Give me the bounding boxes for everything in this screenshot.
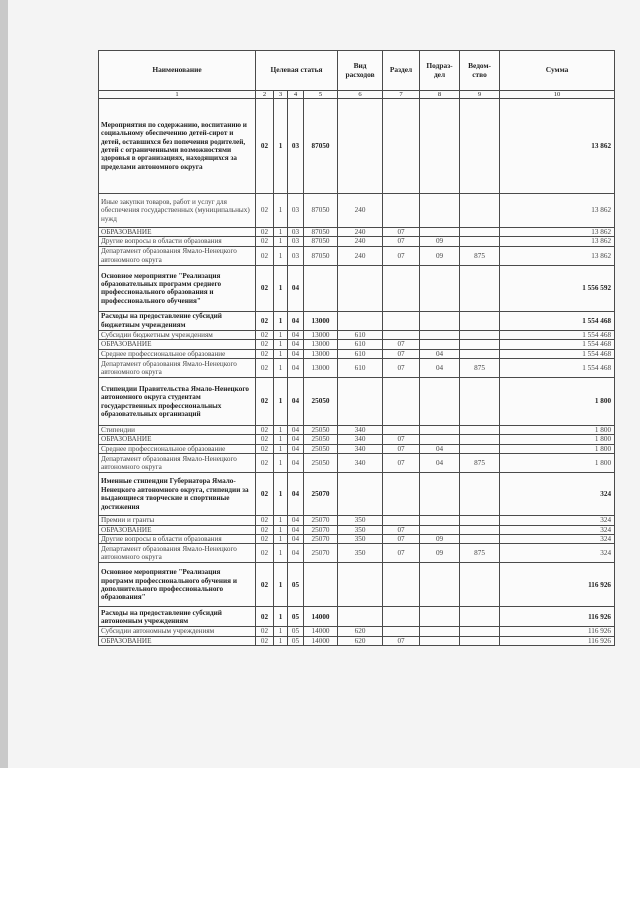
vedomstvo-cell xyxy=(460,563,500,607)
table-body xyxy=(99,99,615,646)
razdel-cell: 07 xyxy=(383,544,420,563)
table-row xyxy=(99,237,615,246)
razdel-cell: 07 xyxy=(383,246,420,265)
podrazdel-cell xyxy=(420,99,460,194)
target-code-4-cell: 87050 xyxy=(304,246,338,265)
vedomstvo-cell xyxy=(460,311,500,330)
vid-cell: 240 xyxy=(338,237,383,246)
target-code-3-cell: 04 xyxy=(288,535,304,544)
target-code-3-cell: 04 xyxy=(288,330,304,339)
target-code-4-cell: 25050 xyxy=(304,378,338,426)
col-number: 3 xyxy=(274,91,288,99)
sum-cell: 13 862 xyxy=(500,99,615,194)
sum-cell: 1 554 468 xyxy=(500,359,615,378)
target-code-3-cell: 04 xyxy=(288,544,304,563)
target-code-2-cell: 1 xyxy=(274,627,288,636)
target-code-1-cell: 02 xyxy=(256,525,274,534)
vid-cell: 350 xyxy=(338,535,383,544)
target-code-1-cell: 02 xyxy=(256,435,274,444)
vedomstvo-cell xyxy=(460,435,500,444)
header-podrazdel: Подраз-дел xyxy=(420,51,460,91)
razdel-cell xyxy=(383,330,420,339)
target-code-1-cell: 02 xyxy=(256,636,274,645)
target-code-4-cell: 25050 xyxy=(304,426,338,435)
vedomstvo-cell xyxy=(460,627,500,636)
row-name-cell: Иные закупки товаров, работ и услуг для обеспечения государственных (муниципальных) нужд xyxy=(99,194,256,228)
vedomstvo-cell xyxy=(460,340,500,349)
target-code-4-cell xyxy=(304,563,338,607)
row-name-cell: Именные стипендии Губернатора Ямало-Ненецкого автономного округа, стипендии за выдающиеся творческие и спортивные достижения xyxy=(99,473,256,516)
target-code-3-cell: 04 xyxy=(288,444,304,453)
col-number: 5 xyxy=(304,91,338,99)
target-code-3-cell: 04 xyxy=(288,311,304,330)
vid-cell: 350 xyxy=(338,544,383,563)
vedomstvo-cell xyxy=(460,194,500,228)
podrazdel-cell: 09 xyxy=(420,544,460,563)
target-code-4-cell: 87050 xyxy=(304,99,338,194)
row-name-cell: Среднее профессиональное образование xyxy=(99,444,256,453)
col-number: 10 xyxy=(500,91,615,99)
razdel-cell xyxy=(383,563,420,607)
target-code-4-cell: 87050 xyxy=(304,228,338,237)
razdel-cell: 07 xyxy=(383,525,420,534)
target-code-3-cell: 04 xyxy=(288,265,304,311)
row-name-cell: Расходы на предоставление субсидий автономным учреждениям xyxy=(99,607,256,627)
target-code-4-cell: 87050 xyxy=(304,237,338,246)
sum-cell: 116 926 xyxy=(500,636,615,645)
sum-cell: 1 554 468 xyxy=(500,340,615,349)
table-row xyxy=(99,525,615,534)
header-name: Наименование xyxy=(99,51,256,91)
target-code-1-cell: 02 xyxy=(256,194,274,228)
target-code-3-cell: 04 xyxy=(288,378,304,426)
target-code-2-cell: 1 xyxy=(274,330,288,339)
vedomstvo-cell xyxy=(460,228,500,237)
target-code-3-cell: 05 xyxy=(288,563,304,607)
target-code-1-cell: 02 xyxy=(256,444,274,453)
table-row xyxy=(99,359,615,378)
vedomstvo-cell xyxy=(460,330,500,339)
target-code-1-cell: 02 xyxy=(256,340,274,349)
target-code-2-cell: 1 xyxy=(274,237,288,246)
target-code-3-cell: 05 xyxy=(288,607,304,627)
sum-cell: 1 800 xyxy=(500,426,615,435)
target-code-2-cell: 1 xyxy=(274,636,288,645)
target-code-3-cell: 04 xyxy=(288,340,304,349)
vid-cell xyxy=(338,563,383,607)
razdel-cell xyxy=(383,473,420,516)
target-code-3-cell: 05 xyxy=(288,636,304,645)
sum-cell: 13 862 xyxy=(500,194,615,228)
razdel-cell: 07 xyxy=(383,444,420,453)
vedomstvo-cell xyxy=(460,444,500,453)
sum-cell: 13 862 xyxy=(500,246,615,265)
table-row xyxy=(99,340,615,349)
header-vedomstvo: Ведом-ство xyxy=(460,51,500,91)
table-row xyxy=(99,194,615,228)
row-name-cell: Премии и гранты xyxy=(99,516,256,525)
target-code-1-cell: 02 xyxy=(256,349,274,358)
vid-cell: 340 xyxy=(338,426,383,435)
target-code-2-cell: 1 xyxy=(274,444,288,453)
row-name-cell: ОБРАЗОВАНИЕ xyxy=(99,636,256,645)
table-row xyxy=(99,378,615,426)
podrazdel-cell xyxy=(420,340,460,349)
target-code-1-cell: 02 xyxy=(256,516,274,525)
target-code-1-cell: 02 xyxy=(256,99,274,194)
target-code-4-cell: 25070 xyxy=(304,535,338,544)
target-code-4-cell: 13000 xyxy=(304,330,338,339)
sum-cell: 116 926 xyxy=(500,607,615,627)
target-code-4-cell: 25070 xyxy=(304,516,338,525)
vedomstvo-cell xyxy=(460,237,500,246)
target-code-3-cell: 04 xyxy=(288,359,304,378)
table-row xyxy=(99,246,615,265)
col-number: 6 xyxy=(338,91,383,99)
vid-cell: 240 xyxy=(338,246,383,265)
podrazdel-cell: 04 xyxy=(420,349,460,358)
target-code-1-cell: 02 xyxy=(256,627,274,636)
podrazdel-cell xyxy=(420,435,460,444)
row-name-cell: Департамент образования Ямало-Ненецкого автономного округа xyxy=(99,454,256,473)
target-code-3-cell: 03 xyxy=(288,237,304,246)
target-code-1-cell: 02 xyxy=(256,563,274,607)
vid-cell: 610 xyxy=(338,340,383,349)
target-code-2-cell: 1 xyxy=(274,454,288,473)
target-code-3-cell: 04 xyxy=(288,426,304,435)
target-code-1-cell: 02 xyxy=(256,311,274,330)
table-row xyxy=(99,435,615,444)
vid-cell: 350 xyxy=(338,516,383,525)
vedomstvo-cell: 875 xyxy=(460,454,500,473)
table-row xyxy=(99,265,615,311)
row-name-cell: Другие вопросы в области образования xyxy=(99,237,256,246)
target-code-3-cell: 04 xyxy=(288,525,304,534)
podrazdel-cell xyxy=(420,636,460,645)
col-number: 7 xyxy=(383,91,420,99)
target-code-3-cell: 04 xyxy=(288,516,304,525)
sum-cell: 324 xyxy=(500,525,615,534)
target-code-2-cell: 1 xyxy=(274,265,288,311)
sum-cell: 1 800 xyxy=(500,435,615,444)
podrazdel-cell xyxy=(420,627,460,636)
vedomstvo-cell: 875 xyxy=(460,359,500,378)
row-name-cell: Департамент образования Ямало-Ненецкого автономного округа xyxy=(99,246,256,265)
razdel-cell: 07 xyxy=(383,535,420,544)
target-code-4-cell: 13000 xyxy=(304,359,338,378)
table-row xyxy=(99,563,615,607)
podrazdel-cell: 04 xyxy=(420,444,460,453)
row-name-cell: Другие вопросы в области образования xyxy=(99,535,256,544)
podrazdel-cell xyxy=(420,516,460,525)
budget-table xyxy=(98,50,615,646)
target-code-4-cell: 25050 xyxy=(304,444,338,453)
target-code-2-cell: 1 xyxy=(274,544,288,563)
target-code-4-cell xyxy=(304,265,338,311)
header-target: Целевая статья xyxy=(256,51,338,91)
row-name-cell: Основное мероприятие "Реализация образовательных программ среднего профессионального образования и профессионального обучения" xyxy=(99,265,256,311)
header-vid: Вид расходов xyxy=(338,51,383,91)
target-code-1-cell: 02 xyxy=(256,378,274,426)
col-number: 9 xyxy=(460,91,500,99)
table-row xyxy=(99,349,615,358)
target-code-4-cell: 14000 xyxy=(304,607,338,627)
vid-cell: 240 xyxy=(338,194,383,228)
col-number: 2 xyxy=(256,91,274,99)
target-code-2-cell: 1 xyxy=(274,340,288,349)
podrazdel-cell xyxy=(420,525,460,534)
vid-cell xyxy=(338,473,383,516)
row-name-cell: Стипендии xyxy=(99,426,256,435)
row-name-cell: Стипендии Правительства Ямало-Ненецкого автономного округа студентам государственных профессиональных образовательных организаций xyxy=(99,378,256,426)
target-code-3-cell: 03 xyxy=(288,194,304,228)
table-row xyxy=(99,330,615,339)
table-row xyxy=(99,544,615,563)
target-code-4-cell: 13000 xyxy=(304,349,338,358)
table-row xyxy=(99,444,615,453)
vedomstvo-cell xyxy=(460,516,500,525)
table-row xyxy=(99,636,615,645)
vid-cell xyxy=(338,607,383,627)
vedomstvo-cell: 875 xyxy=(460,544,500,563)
target-code-4-cell: 25070 xyxy=(304,525,338,534)
target-code-1-cell: 02 xyxy=(256,454,274,473)
target-code-4-cell: 25070 xyxy=(304,473,338,516)
razdel-cell xyxy=(383,378,420,426)
row-name-cell: ОБРАЗОВАНИЕ xyxy=(99,340,256,349)
podrazdel-cell xyxy=(420,265,460,311)
row-name-cell: Департамент образования Ямало-Ненецкого автономного округа xyxy=(99,544,256,563)
page-edge-shadow xyxy=(0,0,8,768)
target-code-3-cell: 04 xyxy=(288,473,304,516)
vedomstvo-cell xyxy=(460,535,500,544)
target-code-3-cell: 03 xyxy=(288,99,304,194)
target-code-4-cell: 13000 xyxy=(304,340,338,349)
vid-cell: 620 xyxy=(338,627,383,636)
podrazdel-cell xyxy=(420,473,460,516)
vid-cell xyxy=(338,311,383,330)
podrazdel-cell: 04 xyxy=(420,359,460,378)
vid-cell xyxy=(338,265,383,311)
podrazdel-cell xyxy=(420,228,460,237)
podrazdel-cell: 09 xyxy=(420,237,460,246)
sum-cell: 1 554 468 xyxy=(500,330,615,339)
sum-cell: 1 800 xyxy=(500,378,615,426)
table-row xyxy=(99,99,615,194)
vid-cell: 340 xyxy=(338,444,383,453)
row-name-cell: Субсидии бюджетным учреждениям xyxy=(99,330,256,339)
target-code-2-cell: 1 xyxy=(274,378,288,426)
row-name-cell: ОБРАЗОВАНИЕ xyxy=(99,525,256,534)
target-code-2-cell: 1 xyxy=(274,525,288,534)
razdel-cell: 07 xyxy=(383,359,420,378)
table-row xyxy=(99,535,615,544)
table-row xyxy=(99,454,615,473)
sum-cell: 1 800 xyxy=(500,444,615,453)
razdel-cell: 07 xyxy=(383,340,420,349)
target-code-1-cell: 02 xyxy=(256,359,274,378)
target-code-2-cell: 1 xyxy=(274,563,288,607)
razdel-cell xyxy=(383,194,420,228)
podrazdel-cell xyxy=(420,194,460,228)
vid-cell: 340 xyxy=(338,435,383,444)
razdel-cell: 07 xyxy=(383,435,420,444)
table-row xyxy=(99,473,615,516)
razdel-cell xyxy=(383,311,420,330)
target-code-2-cell: 1 xyxy=(274,246,288,265)
target-code-1-cell: 02 xyxy=(256,237,274,246)
podrazdel-cell xyxy=(420,378,460,426)
target-code-3-cell: 05 xyxy=(288,627,304,636)
target-code-2-cell: 1 xyxy=(274,516,288,525)
razdel-cell xyxy=(383,99,420,194)
podrazdel-cell: 09 xyxy=(420,535,460,544)
target-code-1-cell: 02 xyxy=(256,544,274,563)
sum-cell: 1 556 592 xyxy=(500,265,615,311)
target-code-3-cell: 04 xyxy=(288,349,304,358)
podrazdel-cell xyxy=(420,607,460,627)
target-code-3-cell: 03 xyxy=(288,228,304,237)
header-razdel: Раздел xyxy=(383,51,420,91)
target-code-2-cell: 1 xyxy=(274,535,288,544)
sum-cell: 1 554 468 xyxy=(500,349,615,358)
target-code-4-cell: 87050 xyxy=(304,194,338,228)
table-header-row xyxy=(99,51,615,91)
target-code-2-cell: 1 xyxy=(274,228,288,237)
sum-cell: 324 xyxy=(500,544,615,563)
table-row xyxy=(99,516,615,525)
table-row xyxy=(99,607,615,627)
razdel-cell xyxy=(383,265,420,311)
target-code-2-cell: 1 xyxy=(274,311,288,330)
vid-cell: 350 xyxy=(338,525,383,534)
target-code-3-cell: 04 xyxy=(288,435,304,444)
target-code-2-cell: 1 xyxy=(274,607,288,627)
vedomstvo-cell xyxy=(460,473,500,516)
row-name-cell: Мероприятия по содержанию, воспитанию и социальному обеспечению детей-сирот и детей, оставшихся без попечения родителей, детей с ограниченными возможностями здоровья в организациях, находящихся за пределами автономного округа xyxy=(99,99,256,194)
target-code-4-cell: 14000 xyxy=(304,627,338,636)
vid-cell: 620 xyxy=(338,636,383,645)
vid-cell xyxy=(338,378,383,426)
row-name-cell: Департамент образования Ямало-Ненецкого автономного округа xyxy=(99,359,256,378)
podrazdel-cell: 04 xyxy=(420,454,460,473)
razdel-cell: 07 xyxy=(383,349,420,358)
sum-cell: 324 xyxy=(500,516,615,525)
razdel-cell: 07 xyxy=(383,228,420,237)
razdel-cell: 07 xyxy=(383,636,420,645)
row-name-cell: Среднее профессиональное образование xyxy=(99,349,256,358)
target-code-1-cell: 02 xyxy=(256,246,274,265)
table-row xyxy=(99,426,615,435)
header-summa: Сумма xyxy=(500,51,615,91)
table-row xyxy=(99,228,615,237)
target-code-1-cell: 02 xyxy=(256,265,274,311)
razdel-cell xyxy=(383,516,420,525)
sum-cell: 1 800 xyxy=(500,454,615,473)
sum-cell: 116 926 xyxy=(500,563,615,607)
podrazdel-cell xyxy=(420,426,460,435)
sum-cell: 324 xyxy=(500,473,615,516)
vedomstvo-cell xyxy=(460,607,500,627)
razdel-cell xyxy=(383,426,420,435)
row-name-cell: Субсидии автономным учреждениям xyxy=(99,627,256,636)
target-code-2-cell: 1 xyxy=(274,435,288,444)
table-row xyxy=(99,627,615,636)
razdel-cell xyxy=(383,607,420,627)
vedomstvo-cell xyxy=(460,525,500,534)
razdel-cell xyxy=(383,627,420,636)
row-name-cell: ОБРАЗОВАНИЕ xyxy=(99,228,256,237)
target-code-3-cell: 03 xyxy=(288,246,304,265)
target-code-1-cell: 02 xyxy=(256,426,274,435)
target-code-1-cell: 02 xyxy=(256,473,274,516)
target-code-4-cell: 14000 xyxy=(304,636,338,645)
podrazdel-cell xyxy=(420,330,460,339)
vid-cell: 610 xyxy=(338,330,383,339)
vid-cell: 610 xyxy=(338,349,383,358)
vedomstvo-cell: 875 xyxy=(460,246,500,265)
vid-cell: 240 xyxy=(338,228,383,237)
sum-cell: 1 554 468 xyxy=(500,311,615,330)
table-row xyxy=(99,311,615,330)
target-code-2-cell: 1 xyxy=(274,194,288,228)
target-code-3-cell: 04 xyxy=(288,454,304,473)
sum-cell: 13 862 xyxy=(500,237,615,246)
target-code-4-cell: 25050 xyxy=(304,454,338,473)
sum-cell: 324 xyxy=(500,535,615,544)
target-code-2-cell: 1 xyxy=(274,349,288,358)
target-code-2-cell: 1 xyxy=(274,99,288,194)
target-code-1-cell: 02 xyxy=(256,228,274,237)
vid-cell xyxy=(338,99,383,194)
vedomstvo-cell xyxy=(460,99,500,194)
col-number: 8 xyxy=(420,91,460,99)
vedomstvo-cell xyxy=(460,378,500,426)
vid-cell: 610 xyxy=(338,359,383,378)
vedomstvo-cell xyxy=(460,349,500,358)
target-code-1-cell: 02 xyxy=(256,535,274,544)
col-number: 1 xyxy=(99,91,256,99)
target-code-1-cell: 02 xyxy=(256,330,274,339)
target-code-2-cell: 1 xyxy=(274,473,288,516)
target-code-4-cell: 13000 xyxy=(304,311,338,330)
sum-cell: 13 862 xyxy=(500,228,615,237)
row-name-cell: ОБРАЗОВАНИЕ xyxy=(99,435,256,444)
podrazdel-cell: 09 xyxy=(420,246,460,265)
razdel-cell: 07 xyxy=(383,454,420,473)
target-code-1-cell: 02 xyxy=(256,607,274,627)
target-code-2-cell: 1 xyxy=(274,359,288,378)
vedomstvo-cell xyxy=(460,265,500,311)
podrazdel-cell xyxy=(420,311,460,330)
sum-cell: 116 926 xyxy=(500,627,615,636)
row-name-cell: Основное мероприятие "Реализация программ профессионального обучения и дополнительного профессионального образования" xyxy=(99,563,256,607)
vedomstvo-cell xyxy=(460,636,500,645)
target-code-4-cell: 25070 xyxy=(304,544,338,563)
column-number-row xyxy=(99,91,615,99)
target-code-2-cell: 1 xyxy=(274,426,288,435)
col-number: 4 xyxy=(288,91,304,99)
vid-cell: 340 xyxy=(338,454,383,473)
vedomstvo-cell xyxy=(460,426,500,435)
podrazdel-cell xyxy=(420,563,460,607)
razdel-cell: 07 xyxy=(383,237,420,246)
row-name-cell: Расходы на предоставление субсидий бюджетным учреждениям xyxy=(99,311,256,330)
target-code-4-cell: 25050 xyxy=(304,435,338,444)
